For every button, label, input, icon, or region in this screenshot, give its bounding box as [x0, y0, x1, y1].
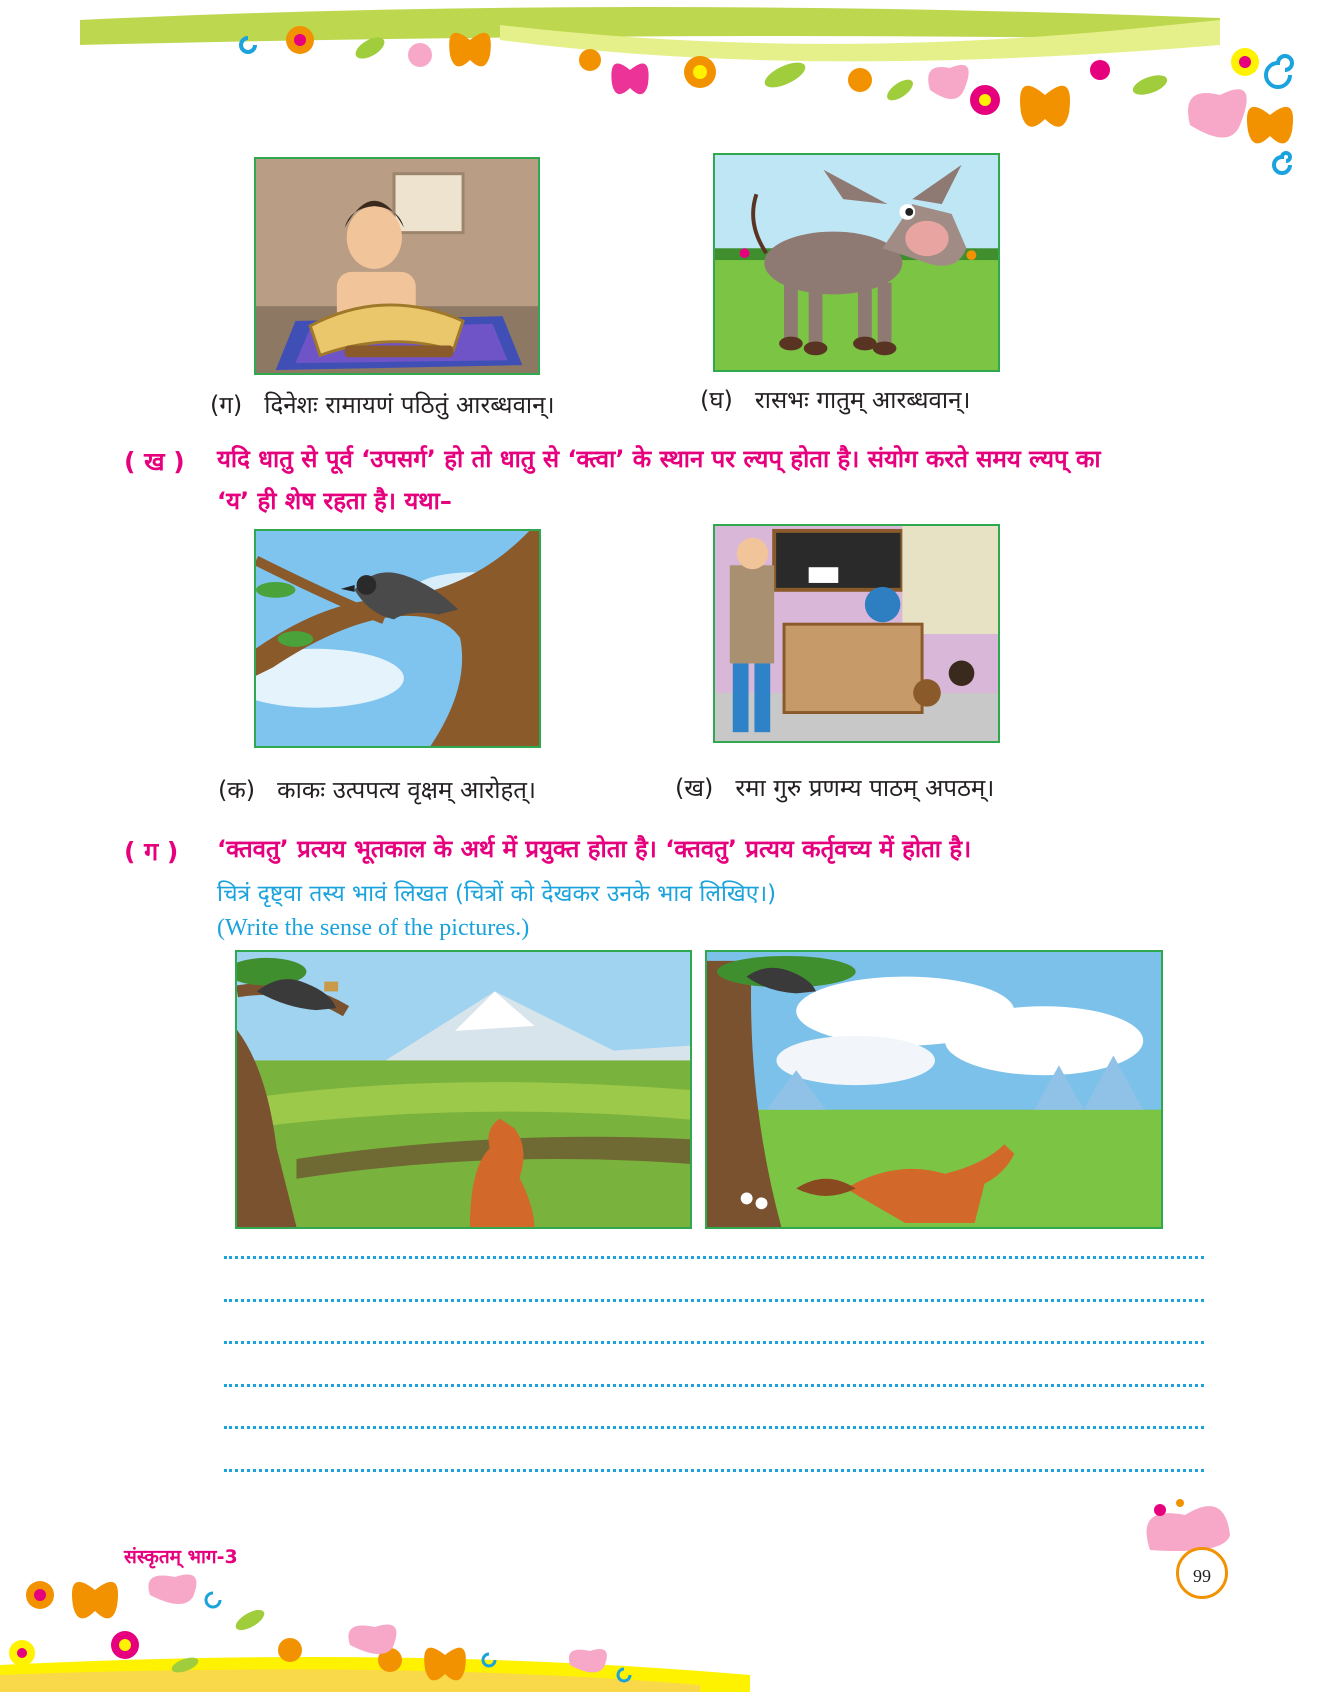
instruction-english: (Write the sense of the pictures.) — [217, 915, 530, 941]
answer-line[interactable] — [224, 1469, 1204, 1472]
answer-line[interactable] — [224, 1384, 1204, 1387]
answer-line[interactable] — [224, 1256, 1204, 1259]
boy-reading-image — [254, 157, 540, 375]
section-kha-rule — [217, 438, 1217, 522]
donkey-image — [713, 153, 1000, 372]
caption-label: (क) — [218, 776, 256, 804]
rule-line-2: ‘य’ ही शेष रहता है। यथा– — [217, 487, 452, 515]
caption-label: (ख) — [675, 774, 714, 802]
caption-text: रासभः गातुम् आरब्धवान्। — [754, 386, 971, 414]
answer-line[interactable] — [224, 1426, 1204, 1429]
caption-label: (ग) — [210, 391, 243, 419]
section-kha-marker: ( ख ) — [124, 447, 185, 476]
page-number: 99 — [1176, 1547, 1228, 1599]
section-ga-rule: ‘क्तवतु’ प्रत्यय भूतकाल के अर्थ में प्रयुक्त होता है। ‘क्तवतु’ प्रत्यय कर्तृवच्य में होता है। — [217, 835, 972, 863]
teacher-classroom-image — [713, 524, 1000, 743]
book-title: संस्कृतम् भाग-3 — [124, 1546, 238, 1568]
crow-fox-picture-2 — [705, 950, 1163, 1229]
crow-fox-picture-1 — [235, 950, 692, 1229]
caption-label: (घ) — [700, 386, 733, 414]
caption-ga — [210, 388, 555, 421]
answer-line[interactable] — [224, 1341, 1204, 1344]
rule-line-1: यदि धातु से पूर्व ‘उपसर्ग’ हो तो धातु से ‘क्त्वा’ के स्थान पर ल्यप् होता है। संयोग करते समय ल्यप् का — [217, 445, 1101, 473]
caption-ka — [218, 773, 536, 806]
caption-gha — [700, 383, 971, 416]
instruction-sanskrit: चित्रं दृष्ट्वा तस्य भावं लिखत (चित्रों को देखकर उनके भाव लिखिए।) — [217, 881, 777, 907]
top-decorative-border — [0, 0, 1332, 190]
section-ga-marker: ( ग ) — [124, 837, 179, 866]
bottom-decorative-border — [0, 1565, 1332, 1692]
caption-kha — [675, 771, 994, 804]
caption-text: काकः उत्पपत्य वृक्षम् आरोहत्। — [277, 776, 537, 804]
answer-line[interactable] — [224, 1299, 1204, 1302]
page-corner-flower-icon — [1130, 1495, 1240, 1555]
caption-text: दिनेशः रामायणं पठितुं आरब्धवान्। — [264, 391, 555, 419]
crow-on-tree-image — [254, 529, 541, 748]
caption-text: रमा गुरु प्रणम्य पाठम् अपठम्। — [735, 774, 995, 802]
